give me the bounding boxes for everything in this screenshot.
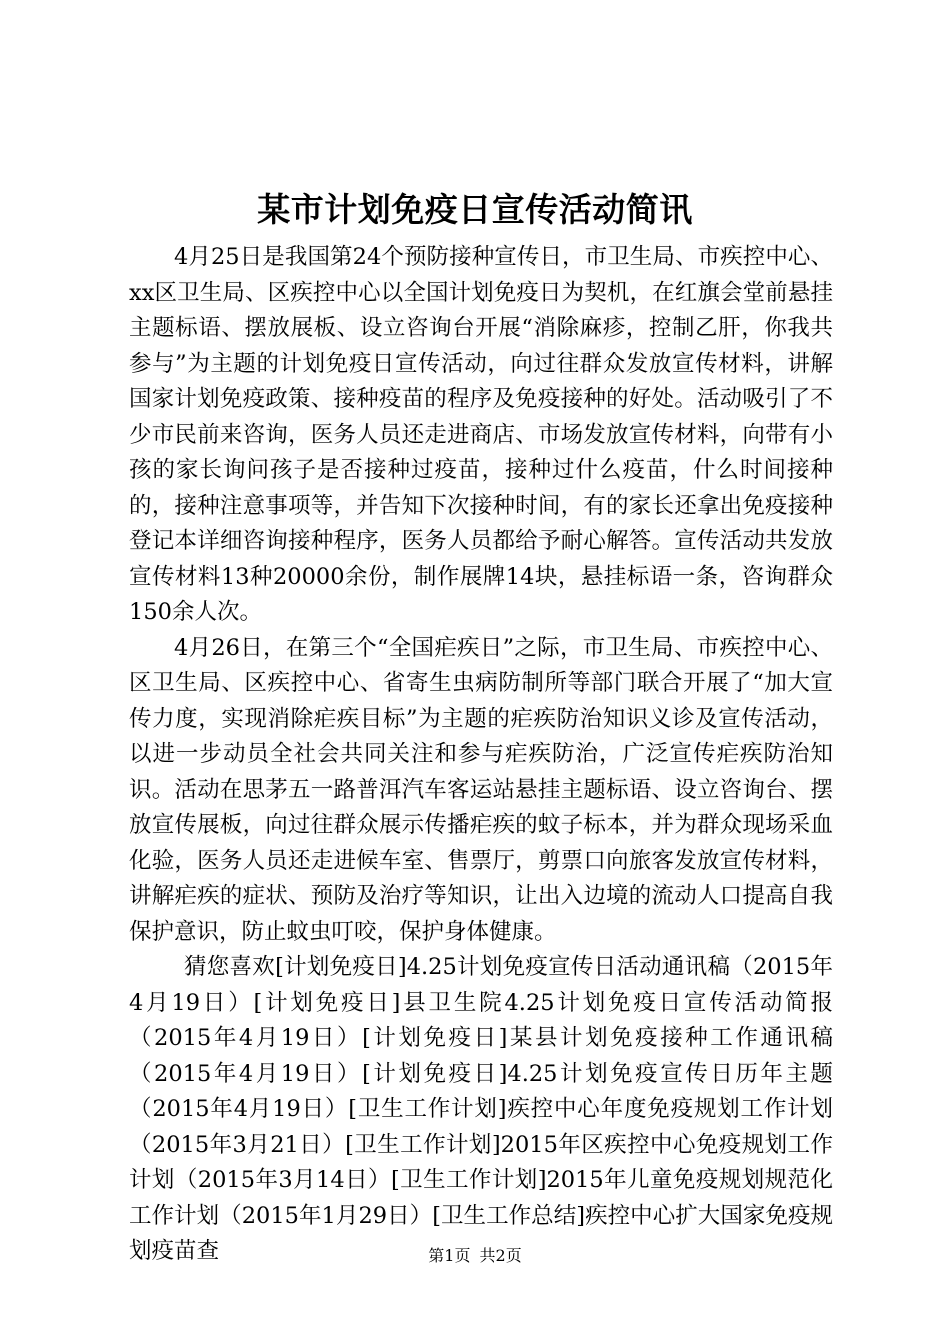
- recommend-link-3[interactable]: [计划免疫日]某县计划免疫接种工作通讯稿（2015年4月19日）: [129, 1025, 833, 1087]
- recommend-label: 猜您喜欢: [184, 954, 276, 980]
- recommend-link-5[interactable]: [卫生工作计划]疾控中心年度免疫规划工作计划（2015年3月21日）: [129, 1096, 833, 1158]
- document-body: [129, 240, 833, 1270]
- document-title: 某市计划免疫日宣传活动简讯: [257, 190, 693, 229]
- page-number: 第1页: [428, 1246, 471, 1265]
- recommend-link-6[interactable]: [卫生工作计划]2015年区疾控中心免疫规划工作计划（2015年3月14日）: [129, 1131, 833, 1193]
- recommend-section: [129, 950, 833, 1270]
- recommend-link-8[interactable]: [卫生工作总结]疾控中心扩大国家免疫规划疫苗查: [129, 1202, 833, 1264]
- paragraph-1: 4月25日是我国第24个预防接种宣传日，市卫生局、市疾控中心、xx区卫生局、区疾控中心以全国计划免疫日为契机，在红旗会堂前悬挂主题标语、摆放展板、设立咨询台开展“消除麻疹，控制乙肝，你我共参与”为主题的计划免疫日宣传活动，向过往群众发放宣传材料，讲解国家计划免疫政策、接种疫苗的程序及免疫接种的好处。活动吸引了不少市民前来咨询，医务人员还走进商店、市场发放宣传材料，向带有小孩的家长询问孩子是否接种过疫苗，接种过什么疫苗，什么时间接种的，接种注意事项等，并告知下次接种时间，有的家长还拿出免疫接种登记本详细咨询接种程序，医务人员都给予耐心解答。宣传活动共发放宣传材料13种20000余份，制作展牌14块，悬挂标语一条，咨询群众150余人次。: [129, 244, 833, 625]
- page-footer: [0, 1246, 950, 1266]
- page-total: 共2页: [479, 1246, 522, 1265]
- recommend-link-4[interactable]: [计划免疫日]4.25计划免疫宣传日历年主题（2015年4月19日）: [129, 1060, 833, 1122]
- recommend-link-1[interactable]: [计划免疫日]4.25计划免疫宣传日活动通讯稿（2015年4月19日）: [129, 954, 833, 1016]
- paragraph-2: 4月26日，在第三个“全国疟疾日”之际，市卫生局、市疾控中心、区卫生局、区疾控中心、省寄生虫病防制所等部门联合开展了“加大宣传力度，实现消除疟疾目标”为主题的疟疾防治知识义诊及宣传活动，以进一步动员全社会共同关注和参与疟疾防治，广泛宣传疟疾防治知识。活动在思茅五一路普洱汽车客运站悬挂主题标语、设立咨询台、摆放宣传展板，向过往群众展示传播疟疾的蚊子标本，并为群众现场采血化验，医务人员还走进候车室、售票厅，剪票口向旅客发放宣传材料，讲解疟疾的症状、预防及治疗等知识，让出入边境的流动人口提高自我保护意识，防止蚊虫叮咬，保护身体健康。: [129, 634, 833, 945]
- recommend-link-2[interactable]: [计划免疫日]县卫生院4.25计划免疫日宣传活动简报（2015年4月19日）: [129, 989, 833, 1051]
- recommend-link-7[interactable]: [卫生工作计划]2015年儿童免疫规划规范化工作计划（2015年1月29日）: [129, 1167, 833, 1229]
